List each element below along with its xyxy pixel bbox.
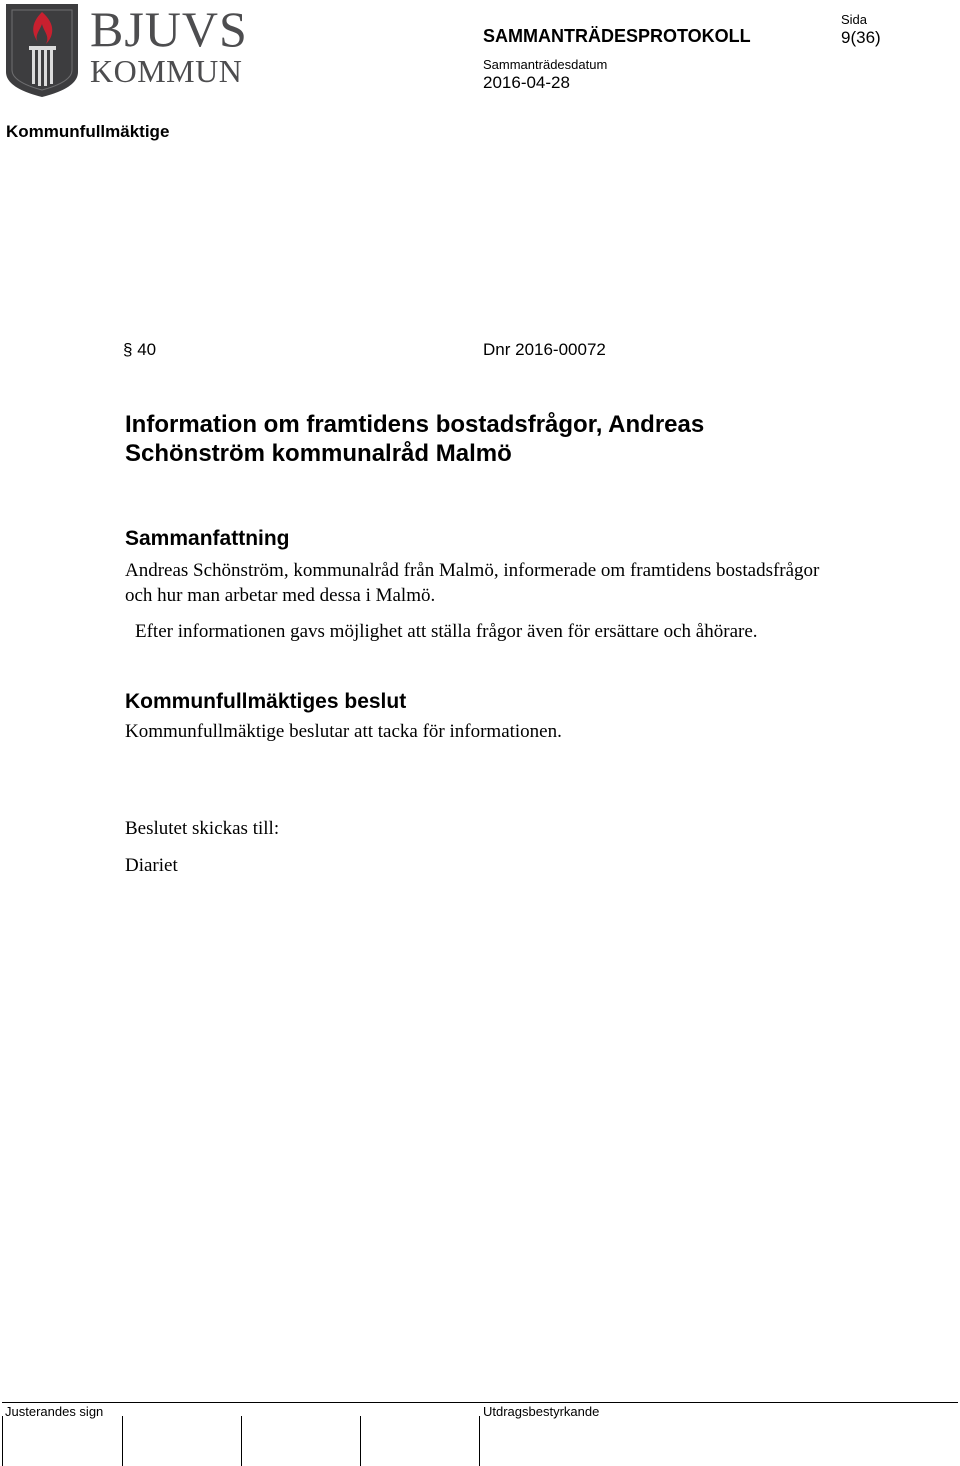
meeting-date-label: Sammanträdesdatum <box>483 57 608 72</box>
section-number <box>123 340 156 360</box>
torch-stick-2 <box>38 46 41 86</box>
bjuvs-kommun-logo <box>4 1 248 98</box>
page-number: 9(36) <box>841 28 881 47</box>
decision-text: Kommunfullmäktige beslutar att tacka för informationen. <box>125 721 562 742</box>
page-label: Sida <box>841 12 868 27</box>
item-title: Information om framtidens bostadsfrågor, Andreas Schönström kommunalråd Malmö <box>125 411 705 467</box>
signature-footer <box>2 1402 960 1466</box>
torch-band <box>29 46 56 50</box>
logo-word-bjuvs: BJUVS <box>90 1 248 57</box>
signature-box-divider <box>360 1416 361 1466</box>
summary-paragraph: Andreas Schönström, kommunalråd från Malmö, informerade om framtidens bostadsfrågor och hur man arbetar med dessa i Malmö. <box>125 560 820 606</box>
section-number-value: 40 <box>137 340 157 359</box>
meeting-date: 2016-04-28 <box>483 73 570 92</box>
decision-heading: Kommunfullmäktiges beslut <box>125 690 407 713</box>
summary-paragraph: Efter informationen gavs möjlighet att ställa frågor även för ersättare och åhörare. <box>135 621 758 642</box>
torch-stick-3 <box>44 46 47 86</box>
summary-heading: Sammanfattning <box>125 527 290 550</box>
certification-label: Utdragsbestyrkande <box>483 1404 600 1419</box>
signature-box-divider <box>122 1416 123 1466</box>
recipient-item: Diariet <box>125 855 178 876</box>
signature-box-divider <box>241 1416 242 1466</box>
torch-stick-1 <box>32 46 35 84</box>
logo-word-kommun: KOMMUN <box>90 53 243 89</box>
signatures-label: Justerandes sign <box>5 1404 104 1419</box>
document-type: SAMMANTRÄDESPROTOKOLL <box>483 26 751 46</box>
footer-divider <box>2 1402 958 1403</box>
section-sign: § <box>123 340 133 359</box>
organ-name: Kommunfullmäktige <box>6 122 170 141</box>
recipients-label: Beslutet skickas till: <box>125 818 280 839</box>
torch-stick-4 <box>50 46 53 84</box>
signature-box-divider <box>479 1416 480 1466</box>
signature-box-divider <box>2 1416 3 1466</box>
registration-number: Dnr 2016-00072 <box>483 340 606 359</box>
municipal-shield-icon <box>4 2 80 98</box>
